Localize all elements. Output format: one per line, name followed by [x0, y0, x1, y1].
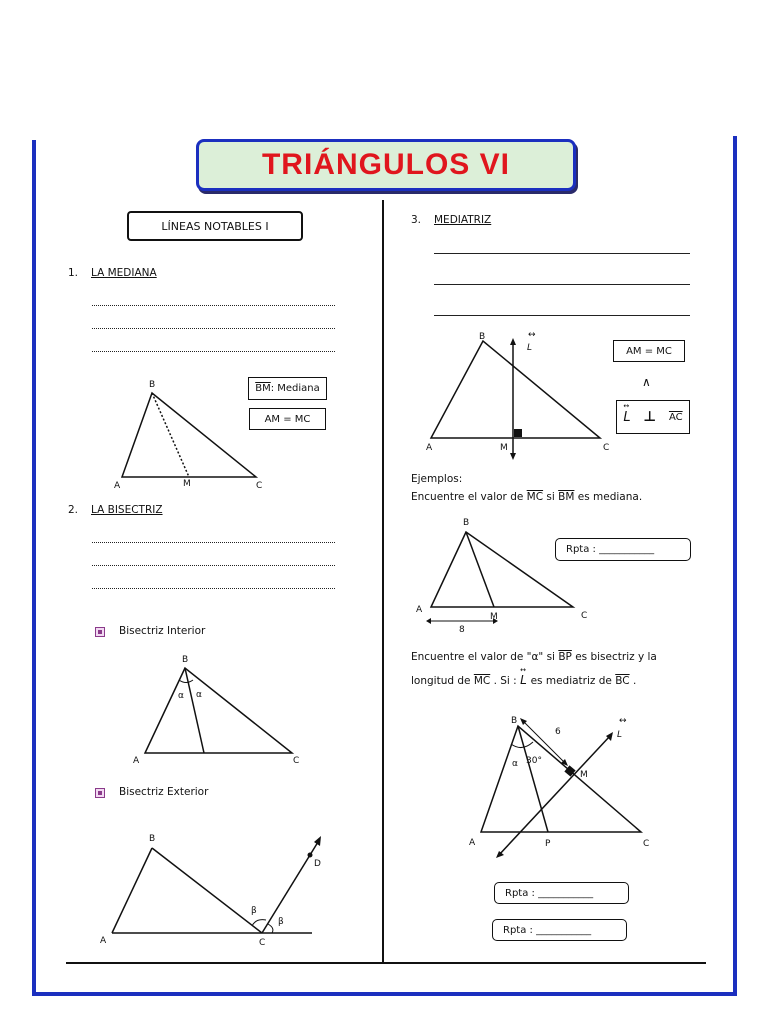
- angle-alpha-label: α: [512, 759, 518, 769]
- answer-box-2[interactable]: Rpta : ___________: [494, 882, 629, 904]
- point-d-label: D: [314, 859, 321, 869]
- vertex-c-label: C: [581, 611, 588, 621]
- vertex-a-label: A: [114, 481, 121, 491]
- perpendicular-symbol: ⊥: [643, 409, 657, 425]
- segment-bm: $\overline{BM}$: [255, 383, 271, 394]
- bisectriz-interior-label: Bisectriz Interior: [119, 625, 206, 637]
- point-m-label: M: [183, 479, 191, 489]
- vertex-a-label: A: [100, 936, 107, 946]
- and-symbol: ∧: [642, 375, 651, 389]
- section-1-title: LA MEDIANA: [91, 267, 157, 279]
- angle-alpha-label: α: [178, 691, 184, 701]
- vertex-c-label: C: [603, 443, 610, 453]
- answer-box-3[interactable]: Rpta : ___________: [492, 919, 627, 941]
- page-title: TRIÁNGULOS VI: [261, 148, 510, 181]
- length-label: 8: [459, 625, 465, 635]
- vertex-b-label: B: [149, 834, 156, 844]
- section-3-title: MEDIATRIZ: [434, 214, 492, 226]
- svg-text:↔: ↔: [528, 330, 536, 340]
- section-2-number: 2.: [68, 504, 79, 516]
- line-l-label: L: [617, 730, 623, 740]
- point-m-label: M: [580, 770, 588, 780]
- example-1-statement: Encuentre el valor de $\overline{MC}$ si $\overline{BM}$ es mediana.: [411, 491, 643, 503]
- lineas-notables-label: LÍNEAS NOTABLES I: [161, 219, 269, 233]
- example-2-line-2: longitud de $\overline{MC}$ . Si : ↔ L es mediatriz de $\overline{BC}$ .: [411, 666, 637, 687]
- vertex-b-label: B: [479, 332, 486, 342]
- angle-alpha-label: α: [196, 690, 202, 700]
- point-p-label: P: [545, 839, 551, 849]
- length-label: 6: [555, 727, 561, 737]
- vertex-c-label: C: [293, 756, 300, 766]
- mediana-def-text: : Mediana: [270, 383, 320, 394]
- section-1-number: 1.: [68, 267, 79, 279]
- examples-label: Ejemplos:: [411, 473, 463, 485]
- svg-text:↔: ↔: [619, 716, 627, 726]
- vertex-b-label: B: [149, 380, 156, 390]
- vertex-c-label: C: [256, 481, 263, 491]
- vertex-a-label: A: [133, 756, 140, 766]
- vertex-b-label: B: [511, 716, 518, 726]
- vertex-b-label: B: [182, 655, 189, 665]
- vertex-a-label: A: [416, 605, 423, 615]
- section-2-title: LA BISECTRIZ: [91, 504, 163, 516]
- vertex-c-label: C: [259, 938, 266, 948]
- section-3-number: 3.: [411, 214, 422, 226]
- angle-beta-label: β: [278, 917, 284, 927]
- equal-segments-text: AM = MC: [626, 345, 672, 357]
- angle-30-label: 30°: [526, 756, 542, 766]
- segment-ac: $\overline{AC}$: [668, 411, 683, 423]
- bisectriz-exterior-label: Bisectriz Exterior: [119, 786, 209, 798]
- line-l-label: L: [527, 343, 533, 353]
- vertex-a-label: A: [469, 838, 476, 848]
- point-m-label: M: [490, 612, 498, 622]
- point-m-label: M: [500, 443, 508, 453]
- line-l-symbol: ↔ L: [623, 401, 631, 425]
- angle-beta-label: β: [251, 906, 257, 916]
- answer-box-1[interactable]: Rpta : ___________: [555, 538, 691, 561]
- example-2-line-1: Encuentre el valor de "α" si $\overline{BP}$ es bisectriz y la: [411, 651, 657, 663]
- vertex-a-label: A: [426, 443, 433, 453]
- equal-segments-text: AM = MC: [264, 413, 311, 425]
- vertex-c-label: C: [643, 839, 650, 849]
- vertex-b-label: B: [463, 518, 470, 528]
